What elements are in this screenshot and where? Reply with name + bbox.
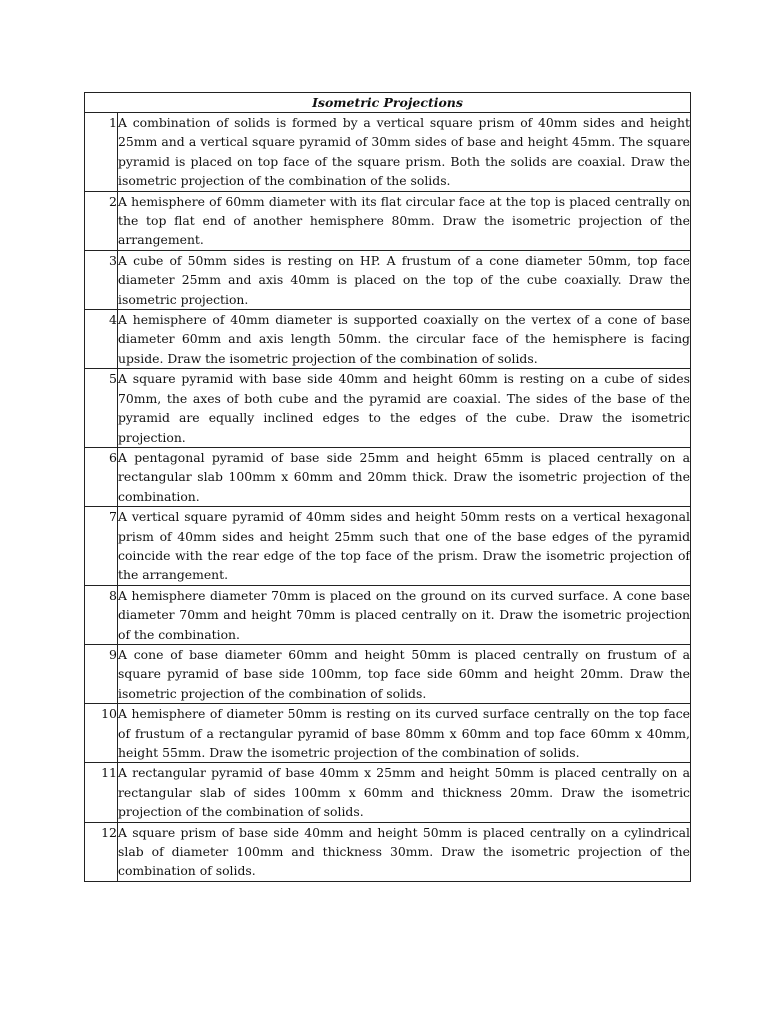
question-text: A hemisphere of diameter 50mm is resting on its curved surface centrally on the top face of frustum of a rectangular pyramid of base 80mm x 60mm and top face 60mm x 40mm, height 55mm. Draw the isometric projection of the combination of solids. [118,704,691,763]
question-text: A vertical square pyramid of 40mm sides and height 50mm rests on a vertical hexagonal prism of 40mm sides and height 25mm such that one of the base edges of the pyramid coincide with the rear edge of the top face of the prism. Draw the isometric projection of the arrangement. [118,507,691,586]
table-row [85,507,691,586]
table-title: Isometric Projections [85,93,691,113]
question-text: A cube of 50mm sides is resting on HP. A frustum of a cone diameter 50mm, top face diameter 25mm and axis 40mm is placed on the top of the cube coaxially. Draw the isometric projection. [118,250,691,309]
question-number: 12 [85,822,118,881]
question-number: 5 [85,369,118,448]
question-text: A square pyramid with base side 40mm and height 60mm is resting on a cube of sides 70mm, the axes of both cube and the pyramid are coaxial. The sides of the base of the pyramid are equally inclined edges to the edges of the cube. Draw the isometric projection. [118,369,691,448]
question-text: A hemisphere of 60mm diameter with its flat circular face at the top is placed centrally on the top flat end of another hemisphere 80mm. Draw the isometric projection of the arrangement. [118,191,691,250]
question-text: A square prism of base side 40mm and height 50mm is placed centrally on a cylindrical slab of diameter 100mm and thickness 30mm. Draw the isometric projection of the combination of solids. [118,822,691,881]
table-row [85,704,691,763]
question-text: A rectangular pyramid of base 40mm x 25mm and height 50mm is placed centrally on a rectangular slab of sides 100mm x 60mm and thickness 20mm. Draw the isometric projection of the combination of solids. [118,763,691,822]
question-number: 7 [85,507,118,586]
question-number: 6 [85,447,118,506]
document-page [84,92,690,882]
question-list [85,113,691,882]
questions-table [84,92,691,882]
table-row [85,585,691,644]
question-number: 9 [85,644,118,703]
question-number: 8 [85,585,118,644]
table-row [85,447,691,506]
question-number: 1 [85,113,118,192]
question-text: A pentagonal pyramid of base side 25mm and height 65mm is placed centrally on a rectangular slab 100mm x 60mm and 20mm thick. Draw the isometric projection of the combination. [118,447,691,506]
table-row [85,644,691,703]
question-text: A hemisphere diameter 70mm is placed on the ground on its curved surface. A cone base diameter 70mm and height 70mm is placed centrally on it. Draw the isometric projection of the combination. [118,585,691,644]
question-number: 11 [85,763,118,822]
table-row [85,113,691,192]
question-number: 4 [85,310,118,369]
table-row [85,763,691,822]
table-row [85,822,691,881]
question-number: 3 [85,250,118,309]
table-row [85,250,691,309]
table-header-row [85,93,691,113]
question-text: A cone of base diameter 60mm and height 50mm is placed centrally on frustum of a square pyramid of base side 100mm, top face side 60mm and height 20mm. Draw the isometric projection of the combination of solids. [118,644,691,703]
question-text: A combination of solids is formed by a vertical square prism of 40mm sides and height 25mm and a vertical square pyramid of 30mm sides of base and height 45mm. The square pyramid is placed on top face of the square prism. Both the solids are coaxial. Draw the isometric projection of the combination of the solids. [118,113,691,192]
table-row [85,310,691,369]
question-number: 2 [85,191,118,250]
table-row [85,191,691,250]
question-number: 10 [85,704,118,763]
question-text: A hemisphere of 40mm diameter is supported coaxially on the vertex of a cone of base diameter 60mm and axis length 50mm. the circular face of the hemisphere is facing upside. Draw the isometric projection of the combination of solids. [118,310,691,369]
table-row [85,369,691,448]
